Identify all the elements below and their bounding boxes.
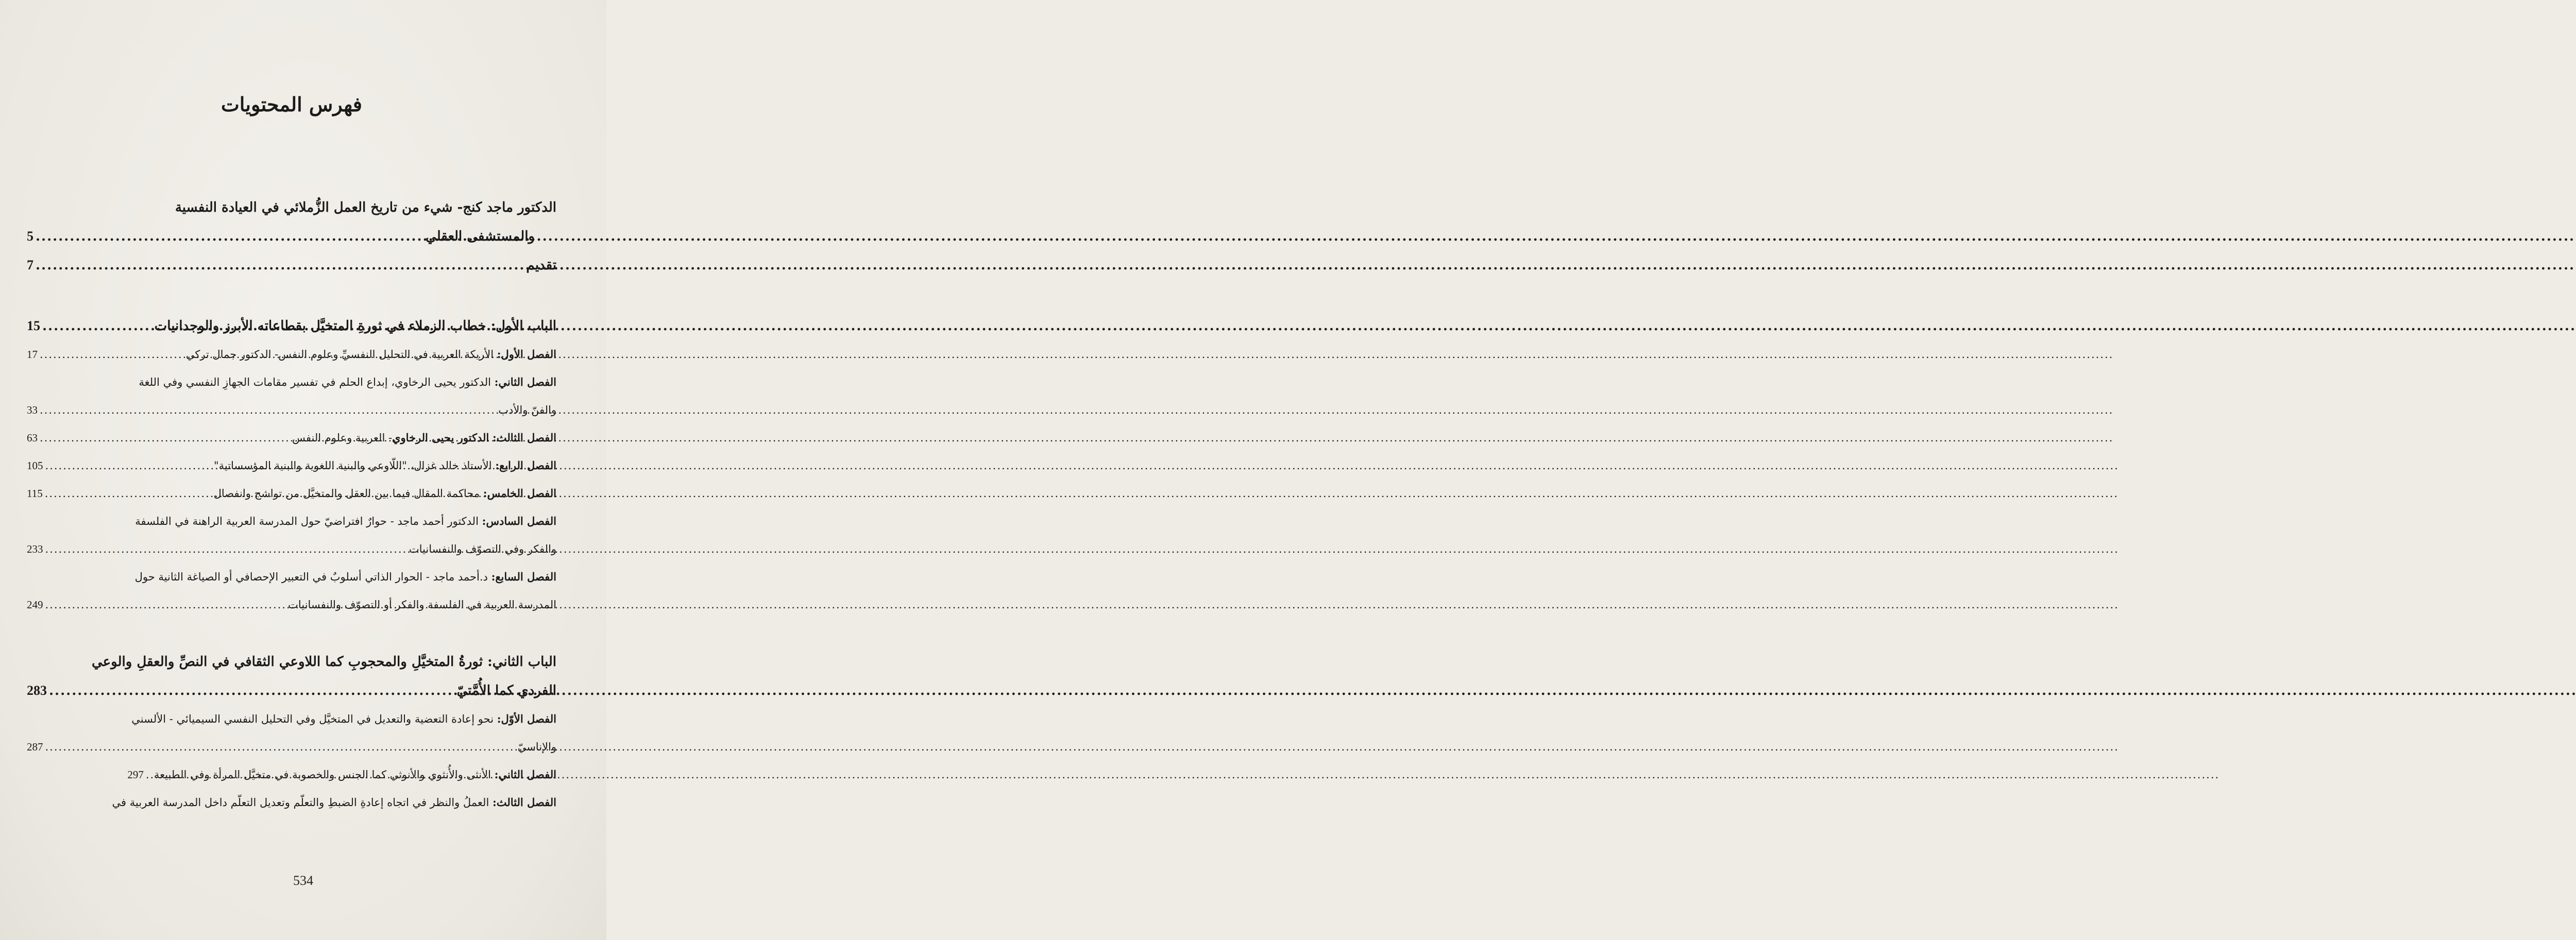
- chapter-entry-continuation: [27, 396, 556, 424]
- chapter-title: الدكتور أحمد ماجد - حوارٌ افتراضيّ حول المدرسة العربية الراهنة في الفلسفة: [135, 515, 479, 527]
- page-title: فهرس المحتويات: [221, 93, 362, 116]
- chapter-entry: [27, 340, 556, 368]
- chapter-title: نحو إعادة التعضية والتعديل في المتخيَّل وفي التحليل النفسي السيميائي - الألسني: [131, 713, 494, 725]
- part-2-heading: الباب الثاني: ثورةُ المتخيَّلِ والمحجوبِ كما اللاوعي الثقافي في النصِّ والعقلِ والوعي: [91, 654, 556, 670]
- chapter-label: الفصل الرابع:: [495, 459, 556, 472]
- chapter-entry: [27, 452, 556, 480]
- entry-page-number: 115: [27, 487, 43, 500]
- part-2-chapters: [27, 705, 556, 816]
- dot-leader: [45, 591, 286, 619]
- book-page: [0, 0, 606, 940]
- intro-entry-hospital: [27, 222, 556, 251]
- chapter-author: الدكتور يحيى الرخاوي: [392, 431, 489, 444]
- dot-leader: [45, 535, 407, 563]
- entry-page-number: 63: [27, 432, 38, 444]
- chapter-label: الفصل الأوّل:: [497, 712, 556, 725]
- chapter-entry: [27, 480, 556, 507]
- chapter-entry: [27, 507, 556, 535]
- chapter-label: الفصل الثالث:: [492, 796, 556, 809]
- dot-leader: [49, 676, 454, 705]
- entry-page-number: 249: [27, 599, 43, 611]
- entry-page-number: 33: [27, 404, 38, 416]
- chapter-title: الأنثى والأُنثوي والأنوثي كما الجنس والخصوبة في متخيَّل المرأة وفي الطبيعة: [154, 768, 491, 781]
- toc-part-2: [27, 647, 556, 816]
- chapter-title-continued: والفنّ والأدب: [498, 404, 556, 416]
- dot-leader: [45, 452, 212, 480]
- dot-leader: [42, 312, 152, 340]
- entry-page-number: 17: [27, 348, 38, 361]
- dot-leader: [45, 733, 516, 761]
- chapter-title: العملُ والنظر في اتجاه إعادةِ الضبطِ والتعلّم وتعديل التعلّم داخل المدرسة العربية في: [112, 796, 489, 809]
- dot-leader: [40, 340, 184, 368]
- entry-page-number: 7: [27, 258, 33, 272]
- dot-leader: [40, 396, 496, 424]
- chapter-entry-continuation: [27, 733, 556, 761]
- chapter-label: الفصل الأول:: [497, 348, 556, 361]
- entry-page-number: 283: [27, 683, 47, 698]
- chapter-label: الفصل الثالث:: [492, 431, 556, 444]
- intro-entry-preface: [27, 251, 556, 280]
- chapter-title-continued: المدرسة العربية في الفلسفة والفكر أو التصوّف والنفسانيات: [288, 599, 556, 611]
- entry-label: الباب الأول: خطاب الزملاء في ثورةِ المتخيَّل بقطاعاته الأبرز والوجدانيات: [154, 318, 556, 334]
- dot-leader: [36, 222, 423, 251]
- chapter-title: محاكمة المقال فيما بين العقل والمتخيَّل من تواشج وانفصال: [213, 487, 480, 500]
- chapter-entry: [27, 705, 556, 733]
- part-1-chapters: [27, 340, 556, 619]
- chapter-title: - العربية وعلوم النفس: [292, 432, 393, 444]
- part-2-heading-continued: [27, 676, 556, 705]
- chapter-entry: [27, 761, 556, 789]
- entry-label: الفردي كما الأُمَّتيّ: [456, 683, 556, 698]
- entry-page-number: 5: [27, 229, 33, 244]
- part-1-heading: [27, 312, 556, 340]
- chapter-label: الفصل السابع:: [491, 570, 556, 583]
- chapter-title-continued: والفكر وفي التصوّف والنفسانيات: [409, 543, 556, 555]
- dot-leader: [36, 251, 524, 280]
- chapter-label: الفصل السادس:: [482, 515, 556, 527]
- page-number: 534: [293, 873, 313, 888]
- chapter-title-continued: والإناسيّ: [517, 741, 556, 753]
- entry-page-number: 233: [27, 543, 43, 555]
- chapter-entry: [27, 789, 556, 816]
- chapter-entry: [27, 563, 556, 591]
- chapter-entry: [27, 424, 556, 452]
- intro-line-1: الدكتور ماجد كنج- شيء من تاريخ العمل الزُّملائي في العيادة النفسية: [175, 200, 556, 215]
- toc-intro-section: [27, 193, 556, 280]
- toc-part-1: [27, 312, 556, 619]
- chapter-title: الدكتور يحيى الرخاوي، إبداع الحلم في تفسير مقامات الجهازِ النفسي وفي اللغة: [139, 376, 491, 388]
- chapter-title: د.أحمد ماجد - الحوار الذاتي أسلوبٌ في التعبير الإحصافي أو الصياغة الثانية حول: [134, 571, 488, 583]
- dot-leader: [45, 480, 212, 507]
- chapter-title: الأريكة العربية في التحليل النفسيِّ وعلوم النفس- الدكتور جمال تركي: [185, 348, 494, 361]
- chapter-label: الفصل الخامس:: [483, 487, 556, 500]
- toc-content: [27, 93, 556, 816]
- chapter-entry-continuation: [27, 535, 556, 563]
- chapter-title: الأستاذ خالد غزال، "اللّاوعي والبنية اللغوية والبنية المؤسساتية": [213, 459, 492, 472]
- chapter-label: الفصل الثاني:: [494, 375, 556, 388]
- chapter-entry-continuation: [27, 591, 556, 619]
- chapter-entry: [27, 368, 556, 396]
- entry-label: والمستشفى العقلي: [426, 229, 535, 244]
- dot-leader: [40, 424, 290, 452]
- chapter-label: الفصل الثاني:: [494, 768, 556, 781]
- entry-page-number: 297: [127, 768, 144, 781]
- entry-page-number: 105: [27, 459, 43, 472]
- entry-page-number: 15: [27, 318, 40, 333]
- entry-label: تقديم: [526, 258, 556, 273]
- dot-leader: [146, 761, 152, 789]
- entry-page-number: 287: [27, 741, 43, 753]
